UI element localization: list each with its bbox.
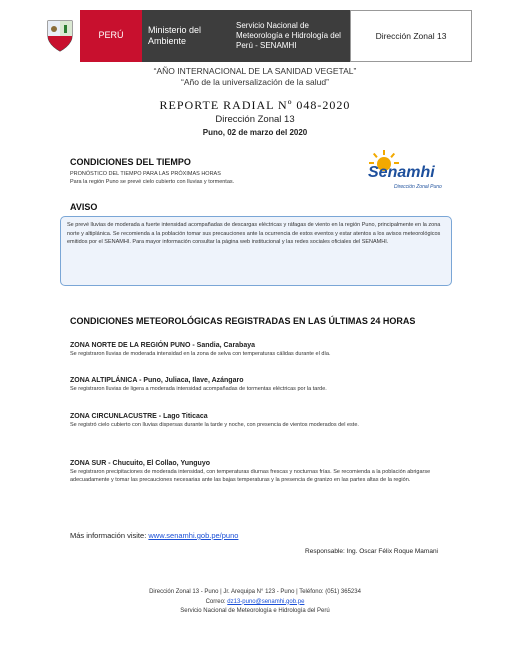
region-item-title: ZONA CIRCUNLACUSTRE - Lago Titicaca [70, 413, 208, 420]
region-item-text: Se registraron lluvias de moderada intensidad en la zona de selva con temperaturas cálidas durante el día. [70, 351, 331, 357]
region-item [70, 460, 450, 485]
senamhi-label: Servicio Nacional de Meteorología e Hidrología del Perú - SENAMHI [230, 10, 350, 62]
region-item-text: Se registraron lluvias de ligera a moderada intensidad acompañadas de tormentas eléctricas por la tarde. [70, 386, 327, 392]
region-item-text: Se registró cielo cubierto con lluvias dispersas durante la tarde y noche, con presencia de vientos moderados del este. [70, 422, 359, 428]
weather-conditions-heading: CONDICIONES DEL TIEMPO [70, 157, 191, 167]
more-info-label: Más información visite: [70, 531, 147, 540]
region-item-text: Se registraron precipitaciones de moderada intensidad, con temperaturas diurnas frescas y nocturnas frías. Se recomienda a la población abrigarse adecuadamente y tomar las precauciones necesarias ante las bajas temperaturas y la presencia de granizo en las partes altas de la región. [70, 469, 431, 484]
footer-institution: Servicio Nacional de Meteorología e Hidrología del Perú [180, 608, 330, 615]
registered-conditions-heading: CONDICIONES METEOROLÓGICAS REGISTRADAS EN LAS ÚLTIMAS 24 HORAS [70, 316, 416, 326]
report-subtitle: Dirección Zonal 13 [215, 114, 295, 125]
responsible-person: Responsable: Ing. Oscar Félix Roque Mamani [305, 548, 438, 555]
region-item [70, 413, 450, 429]
ministry-label: Ministerio del Ambiente [142, 10, 230, 62]
notice-heading: AVISO [70, 202, 98, 212]
region-item [70, 377, 450, 393]
report-title: REPORTE RADIAL Nº 048-2020 [159, 98, 351, 112]
coat-of-arms-icon [40, 10, 80, 62]
region-item [70, 342, 450, 358]
notice-text: Se prevé lluvias de moderada a fuerte intensidad acompañadas de descargas eléctricas y ráfagas de viento en la región Puno, principalmente en la zona norte y altiplánica. Se recomienda a la población tomar sus precauciones ante la ocurrencia de estos eventos y estar atentos a los avisos meteorológicos emitidos por el SENAMHI. Para mayor información consultar la página web institucional y las redes sociales oficiales del SENAMHI. [67, 222, 441, 246]
more-info [70, 531, 238, 540]
year-caption-2: “Año de la universalización de la salud” [181, 77, 329, 87]
footer-address: Dirección Zonal 13 - Puno | Jr. Arequipa N° 123 - Puno | Teléfono: (051) 365234 [149, 589, 361, 595]
more-info-link[interactable]: www.senamhi.gob.pe/puno [148, 531, 239, 540]
footer [40, 588, 470, 617]
senamhi-brand: Senamhi [368, 164, 435, 181]
region-item-title: ZONA SUR - Chucuito, El Collao, Yunguyo [70, 460, 210, 467]
forecast-line-1: PRONÓSTICO DEL TIEMPO PARA LAS PRÓXIMAS HORAS [70, 171, 221, 177]
footer-email-label: Correo: [205, 598, 228, 605]
footer-email-link[interactable]: dz13-puno@senamhi.gob.pe [227, 598, 305, 605]
header-bar [40, 10, 472, 62]
senamhi-tagline: Dirección Zonal Puno [394, 184, 442, 190]
senamhi-logo [354, 150, 454, 198]
year-caption-1: “AÑO INTERNACIONAL DE LA SANIDAD VEGETAL” [153, 66, 357, 76]
forecast-line-2: Para la región Puno se prevé cielo cubierto con lluvias y tormentas. [70, 179, 235, 186]
peru-label: PERÚ [80, 10, 142, 62]
region-item-title: ZONA ALTIPLÁNICA - Puno, Juliaca, Ilave, Azángaro [70, 377, 244, 384]
notice-box [60, 216, 452, 286]
footer-contact [40, 598, 470, 608]
region-item-title: ZONA NORTE DE LA REGIÓN PUNO - Sandia, Carabaya [70, 342, 256, 349]
zonal-direction-label: Dirección Zonal 13 [350, 10, 472, 62]
report-date: Puno, 02 de marzo del 2020 [202, 128, 308, 137]
weather-conditions-section [70, 157, 350, 187]
